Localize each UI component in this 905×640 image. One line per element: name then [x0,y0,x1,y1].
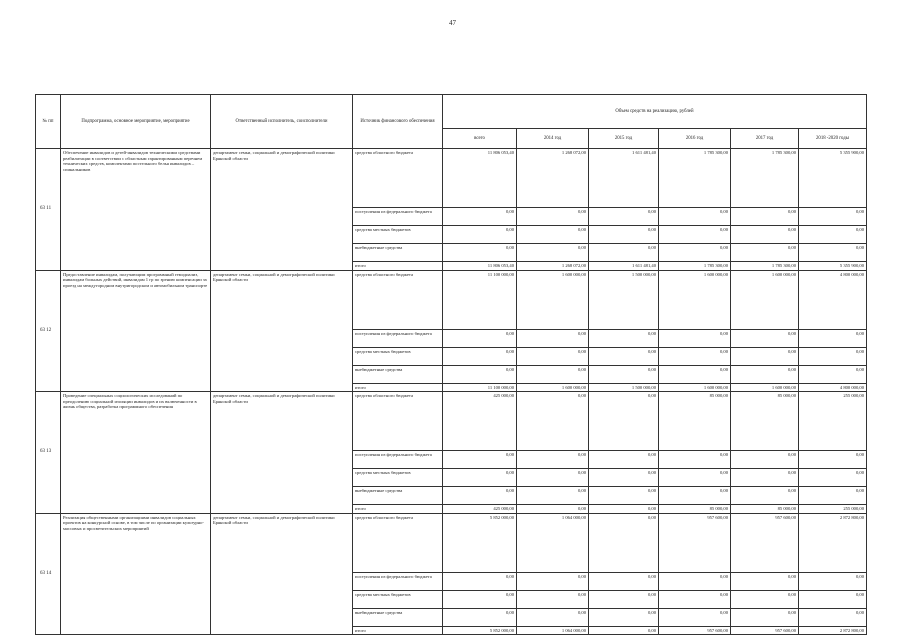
header-year-2014: 2014 год [517,129,589,149]
measure-code: 63 11 [36,149,61,271]
amount-cell: 0,00 [731,329,799,347]
amount-cell: 0,00 [589,572,659,590]
amount-cell: 85 000,00 [659,505,731,514]
amount-cell: 0,00 [517,226,589,244]
amount-cell: 1 600 000,00 [659,270,731,329]
amount-cell: 2 872 800,00 [799,626,867,635]
header-year-2016: 2016 год [659,129,731,149]
funding-source: средства областного бюджета [353,149,443,208]
amount-cell: 1 611 481,40 [589,262,659,271]
measure-name: Реализация общественными организациями инвалидов социальных проектов на конкурсной основе, в том числе по организации культурно-массовых и просветительских мероприятий [61,513,211,635]
amount-cell: 0,00 [589,208,659,226]
header-name: Подпрограмма, основное мероприятие, мероприятие [61,95,211,149]
amount-cell: 0,00 [731,487,799,505]
amount-cell: 0,00 [443,226,517,244]
measure-executor: департамент семьи, социальной и демографической политики Брянской области [211,392,353,514]
page-number: 47 [449,19,456,27]
amount-cell: 0,00 [517,208,589,226]
amount-cell: 4 800 000,00 [799,383,867,392]
amount-cell: 0,00 [659,347,731,365]
amount-cell: 0,00 [589,608,659,626]
header-year-2015: 2015 год [589,129,659,149]
amount-cell: 0,00 [589,226,659,244]
funding-source: средства местных бюджетов [353,347,443,365]
funding-source: средства местных бюджетов [353,590,443,608]
amount-cell: 11 806 053,40 [443,262,517,271]
amount-cell: 0,00 [799,487,867,505]
header-source: Источник финансового обеспечения [353,95,443,149]
amount-cell: 1 500 000,00 [589,383,659,392]
measure-code: 63 13 [36,392,61,514]
amount-cell: 0,00 [659,487,731,505]
amount-cell: 0,00 [659,590,731,608]
amount-cell: 1 611 481,40 [589,149,659,208]
amount-cell: 0,00 [443,590,517,608]
amount-cell: 85 000,00 [659,392,731,451]
amount-cell: 0,00 [799,451,867,469]
measure-name: Предоставление инвалидам, получающим программный гемодиализ, инвалидам больных действий, инвалидам 1 гр по зрению компенсации за проезд на междугородном внутригородском и автомобильном транспорте [61,270,211,392]
header-year-2017: 2017 год [731,129,799,149]
funding-source: средства областного бюджета [353,392,443,451]
amount-cell: 0,00 [443,208,517,226]
funding-source: средства областного бюджета [353,513,443,572]
amount-cell: 0,00 [589,513,659,572]
amount-cell: 0,00 [589,392,659,451]
amount-cell: 0,00 [799,347,867,365]
funding-source: итого [353,505,443,514]
amount-cell: 0,00 [517,329,589,347]
amount-cell: 0,00 [443,244,517,262]
amount-cell: 1 600 000,00 [659,383,731,392]
amount-cell: 0,00 [731,590,799,608]
amount-cell: 0,00 [589,347,659,365]
header-num: № пп [36,95,61,149]
amount-cell: 957 600,00 [731,513,799,572]
amount-cell: 1 600 000,00 [731,383,799,392]
amount-cell: 0,00 [589,365,659,383]
amount-cell: 0,00 [443,329,517,347]
amount-cell: 0,00 [517,505,589,514]
amount-cell: 0,00 [799,208,867,226]
funding-source: итого [353,626,443,635]
amount-cell: 0,00 [443,347,517,365]
header-year-2018-2020: 2018 -2020 годы [799,129,867,149]
amount-cell: 1 064 000,00 [517,626,589,635]
amount-cell: 1 785 300,00 [659,149,731,208]
amount-cell: 1 600 000,00 [517,270,589,329]
table-row [36,513,867,572]
amount-cell: 0,00 [589,590,659,608]
amount-cell: 0,00 [589,329,659,347]
funding-source: внебюджетные средства [353,365,443,383]
amount-cell: 0,00 [731,347,799,365]
amount-cell: 5 852 000,00 [443,513,517,572]
amount-cell: 425 000,00 [443,392,517,451]
amount-cell: 4 800 000,00 [799,270,867,329]
funding-source: поступления из федерального бюджета [353,572,443,590]
funding-source: внебюджетные средства [353,487,443,505]
amount-cell: 0,00 [517,572,589,590]
amount-cell: 85 000,00 [731,505,799,514]
table-row [36,392,867,451]
funding-source: поступления из федерального бюджета [353,329,443,347]
amount-cell: 5 355 900,00 [799,149,867,208]
amount-cell: 0,00 [731,244,799,262]
amount-cell: 0,00 [659,469,731,487]
amount-cell: 0,00 [659,365,731,383]
amount-cell: 0,00 [517,469,589,487]
amount-cell: 0,00 [731,451,799,469]
amount-cell: 0,00 [443,608,517,626]
amount-cell: 0,00 [659,226,731,244]
measure-executor: департамент семьи, социальной и демографической политики Брянской области [211,270,353,392]
amount-cell: 0,00 [799,608,867,626]
amount-cell: 0,00 [589,451,659,469]
amount-cell: 425 000,00 [443,505,517,514]
amount-cell: 0,00 [589,505,659,514]
amount-cell: 957 600,00 [659,626,731,635]
amount-cell: 1 785 300,00 [731,262,799,271]
amount-cell: 0,00 [731,226,799,244]
amount-cell: 0,00 [799,469,867,487]
amount-cell: 0,00 [517,347,589,365]
amount-cell: 0,00 [731,572,799,590]
amount-cell: 0,00 [517,608,589,626]
header-year-total: всего [443,129,517,149]
amount-cell: 0,00 [799,365,867,383]
amount-cell: 957 600,00 [731,626,799,635]
amount-cell: 0,00 [443,451,517,469]
amount-cell: 11 806 053,40 [443,149,517,208]
amount-cell: 255 000,00 [799,505,867,514]
amount-cell: 0,00 [517,590,589,608]
amount-cell: 0,00 [589,244,659,262]
amount-cell: 0,00 [731,469,799,487]
amount-cell: 0,00 [443,365,517,383]
amount-cell: 0,00 [799,226,867,244]
amount-cell: 0,00 [731,365,799,383]
amount-cell: 0,00 [799,572,867,590]
header-volume: Объем средств на реализацию, рублей [443,95,867,129]
funding-source: поступления из федерального бюджета [353,451,443,469]
amount-cell: 0,00 [659,608,731,626]
amount-cell: 1 268 072,00 [517,149,589,208]
amount-cell: 5 355 900,00 [799,262,867,271]
amount-cell: 85 000,00 [731,392,799,451]
amount-cell: 0,00 [799,329,867,347]
funding-source: средства местных бюджетов [353,469,443,487]
measure-name: Проведение специальных социологических исследований по преодолению социальной изоляции инвалидов и их включенности в жизнь общества, разработка программного обеспечения [61,392,211,514]
amount-cell: 0,00 [799,590,867,608]
amount-cell: 11 100 000,00 [443,270,517,329]
amount-cell: 0,00 [517,365,589,383]
funding-source: поступления из федерального бюджета [353,208,443,226]
amount-cell: 0,00 [517,392,589,451]
amount-cell: 0,00 [731,208,799,226]
amount-cell: 0,00 [517,451,589,469]
amount-cell: 0,00 [443,469,517,487]
table-row [36,270,867,329]
funding-source: итого [353,383,443,392]
amount-cell: 0,00 [589,626,659,635]
amount-cell: 0,00 [799,244,867,262]
amount-cell: 0,00 [659,451,731,469]
amount-cell: 0,00 [589,487,659,505]
funding-source: средства областного бюджета [353,270,443,329]
financing-table [35,94,867,635]
amount-cell: 0,00 [731,608,799,626]
amount-cell: 0,00 [517,487,589,505]
funding-source: внебюджетные средства [353,608,443,626]
measure-code: 63 14 [36,513,61,635]
table-row [36,149,867,208]
amount-cell: 1 785 300,00 [659,262,731,271]
amount-cell: 0,00 [443,572,517,590]
amount-cell: 1 600 000,00 [517,383,589,392]
funding-source: средства местных бюджетов [353,226,443,244]
amount-cell: 0,00 [659,572,731,590]
amount-cell: 0,00 [659,208,731,226]
measure-code: 63 12 [36,270,61,392]
amount-cell: 1 600 000,00 [731,270,799,329]
header-executor: Ответственный исполнитель, соисполнители [211,95,353,149]
amount-cell: 1 500 000,00 [589,270,659,329]
amount-cell: 11 100 000,00 [443,383,517,392]
measure-executor: департамент семьи, социальной и демографической политики Брянской области [211,513,353,635]
measure-executor: департамент семьи, социальной и демографической политики Брянской области [211,149,353,271]
amount-cell: 255 000,00 [799,392,867,451]
amount-cell: 1 268 072,00 [517,262,589,271]
funding-source: внебюджетные средства [353,244,443,262]
amount-cell: 0,00 [659,244,731,262]
amount-cell: 0,00 [589,469,659,487]
amount-cell: 0,00 [443,487,517,505]
amount-cell: 0,00 [659,329,731,347]
funding-source: итого [353,262,443,271]
amount-cell: 0,00 [517,244,589,262]
measure-name: Обеспечение инвалидов и детей-инвалидов техническими средствами реабилитации в соответствии с областным гарантированным перечнем технических средств, комплектами постельного белья инвалидов – спинальников [61,149,211,271]
amount-cell: 2 872 800,00 [799,513,867,572]
amount-cell: 957 600,00 [659,513,731,572]
amount-cell: 1 785 300,00 [731,149,799,208]
amount-cell: 1 064 000,00 [517,513,589,572]
amount-cell: 5 852 000,00 [443,626,517,635]
